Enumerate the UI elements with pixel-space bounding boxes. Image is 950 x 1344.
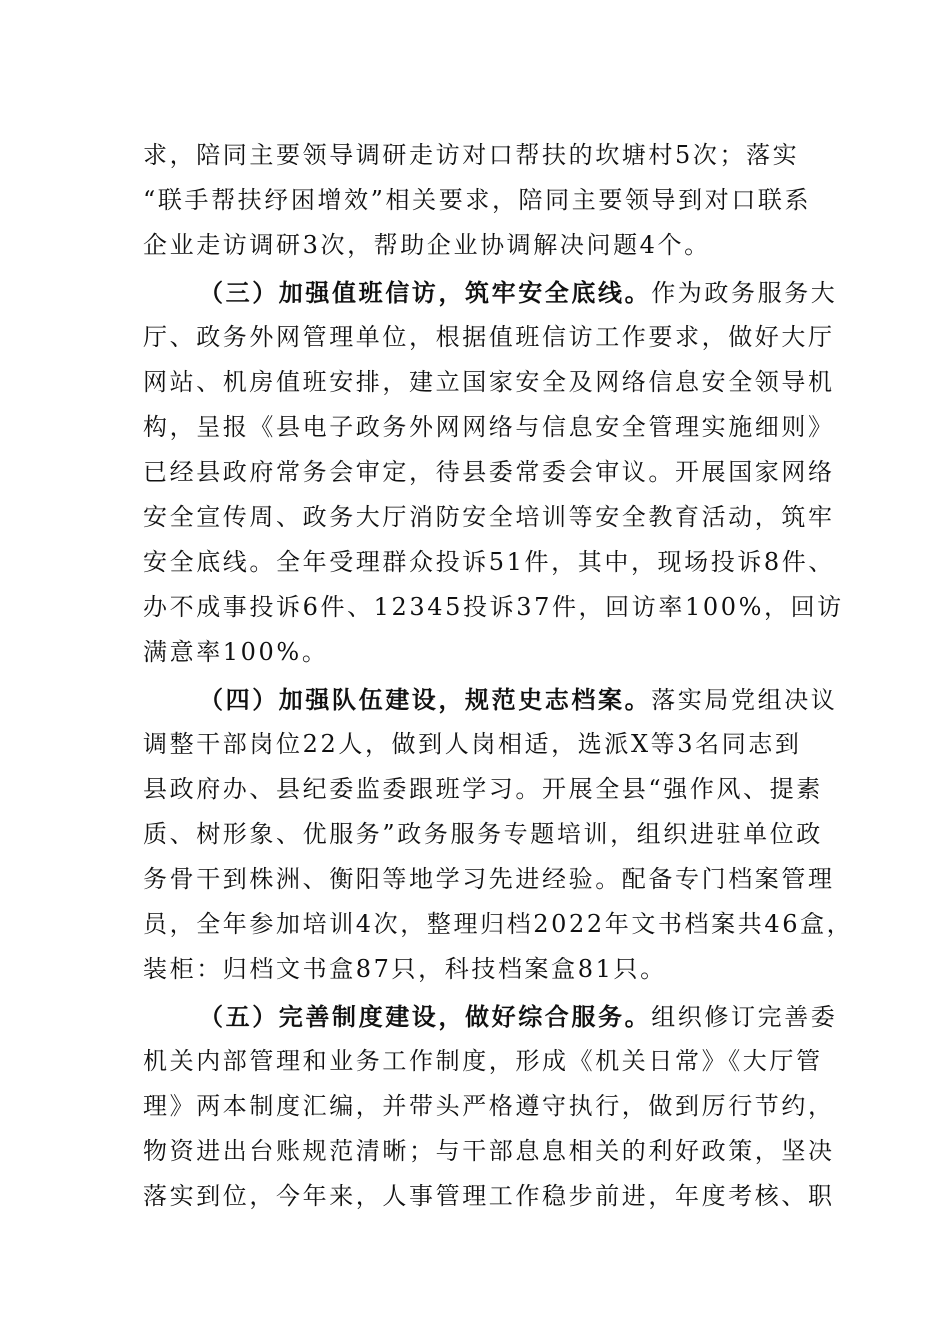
text-line: 满意率100%。 [143,638,329,666]
text-line: 安全底线。全年受理群众投诉51件，其中，现场投诉8件、 [143,548,836,576]
text-line: 厅、政务外网管理单位，根据值班信访工作要求，做好大厅 [143,323,835,351]
text-line: 安全宣传周、政务大厅消防安全培训等安全教育活动，筑牢 [143,503,835,531]
text-line: 构，呈报《县电子政务外网网络与信息安全管理实施细则》 [143,413,835,441]
text-line: 员，全年参加培训4次，整理归档2022年文书档案共46盒， [143,910,854,938]
paragraph-section-5 [143,994,838,1219]
text-line: 企业走访调研3次，帮助企业协调解决问题4个。 [143,231,711,259]
paragraph-section-3 [143,270,844,675]
section-heading: （三）加强值班信访，筑牢安全底线。 [199,278,652,307]
text-fragment: 落实局党组决议 [651,686,838,714]
text-line: 办不成事投诉6件、12345投诉37件，回访率100%，回访 [143,593,844,621]
text-line: 网站、机房值班安排，建立国家安全及网络信息安全领导机 [143,368,835,396]
text-line: 调整干部岗位22人，做到人岗相适，选派X等3名同志到 [143,730,802,758]
text-fragment: 组织修订完善委 [651,1003,838,1031]
text-line: 已经县政府常务会审定，待县委常委会审议。开展国家网络 [143,458,835,486]
text-line: 物资进出台账规范清晰；与干部息息相关的利好政策，坚决 [143,1137,835,1165]
text-line: 理》两本制度汇编，并带头严格遵守执行，做到厉行节约， [143,1092,835,1120]
text-line: 质、树形象、优服务”政务服务专题培训，组织进驻单位政 [143,820,823,848]
paragraph-continuation [143,133,823,268]
text-line: 求，陪同主要领导调研走访对口帮扶的坎塘村5次；落实 [143,141,800,169]
section-heading: （五）完善制度建设，做好综合服务。 [199,1002,652,1031]
paragraph-section-4 [143,677,854,992]
section-heading: （四）加强队伍建设，规范史志档案。 [199,685,652,714]
text-line: 装柜：归档文书盒87只，科技档案盒81只。 [143,955,667,983]
paragraph-first-line [143,270,838,315]
text-fragment: 作为政务服务大 [651,279,838,307]
text-line: 县政府办、县纪委监委跟班学习。开展全县“强作风、提素 [143,775,823,803]
text-line: 落实到位，今年来，人事管理工作稳步前进，年度考核、职 [143,1182,835,1210]
text-line: 务骨干到株洲、衡阳等地学习先进经验。配备专门档案管理 [143,865,835,893]
paragraph-first-line [143,677,838,722]
text-line: 机关内部管理和业务工作制度，形成《机关日常》《大厅管 [143,1047,823,1075]
text-line: “联手帮扶纾困增效”相关要求，陪同主要领导到对口联系 [143,186,812,214]
paragraph-first-line [143,994,838,1039]
document-page [143,133,854,1219]
